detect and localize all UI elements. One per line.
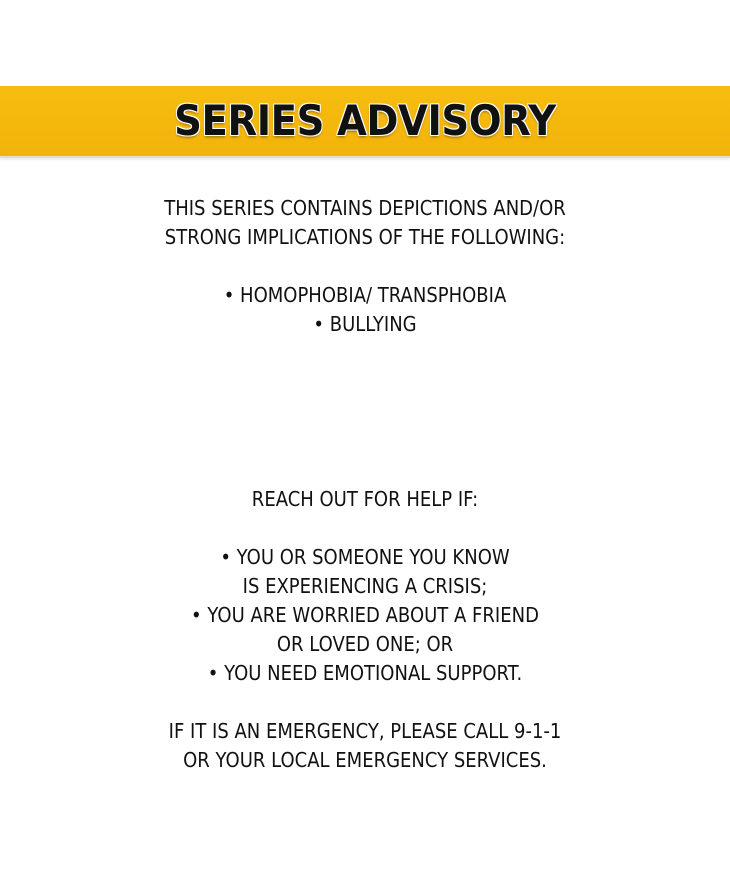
help-item-line-2: IS EXPERIENCING A CRISIS; [242, 574, 488, 598]
help-item-line-5: • YOU NEED EMOTIONAL SUPPORT. [207, 661, 523, 685]
intro-line-2: STRONG IMPLICATIONS OF THE FOLLOWING: [164, 225, 566, 249]
warning-item-homophobia: • HOMOPHOBIA/ TRANSPHOBIA [223, 283, 507, 307]
help-heading: REACH OUT FOR HELP IF: [251, 487, 479, 511]
help-item-line-4: OR LOVED ONE; OR [276, 632, 454, 656]
emergency-line-2: OR YOUR LOCAL EMERGENCY SERVICES. [183, 748, 547, 772]
help-item-line-1: • YOU OR SOMEONE YOU KNOW [220, 545, 510, 569]
emergency-line-1: IF IT IS AN EMERGENCY, PLEASE CALL 9-1-1 [168, 719, 562, 743]
advisory-banner [0, 86, 730, 158]
intro-line-1: THIS SERIES CONTAINS DEPICTIONS AND/OR [164, 196, 566, 220]
advisory-title: SERIES ADVISORY [174, 96, 556, 145]
warning-item-bullying: • BULLYING [313, 312, 417, 336]
help-item-line-3: • YOU ARE WORRIED ABOUT A FRIEND [191, 603, 539, 627]
